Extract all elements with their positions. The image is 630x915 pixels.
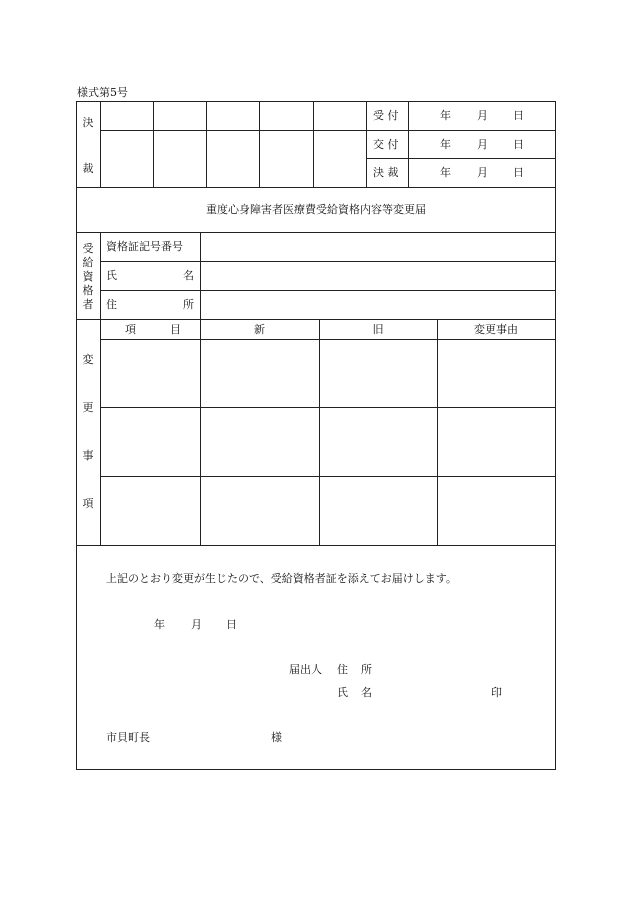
column-header-old: 旧 [372,323,384,336]
decided-date-field[interactable] [409,159,555,187]
approval-label-top: 決 [82,116,94,129]
column-header-new: 新 [254,323,265,336]
change-reason-cell[interactable] [438,340,555,407]
approval-label-bottom: 裁 [82,162,94,175]
change-item-cell[interactable] [101,340,200,407]
column-header-reason: 変更事由 [474,323,518,336]
change-old-cell[interactable] [320,340,437,407]
approval-stamp-cell[interactable] [154,102,206,130]
notifier-name-field[interactable] [380,681,485,701]
change-old-cell[interactable] [320,408,437,476]
declaration-text: 上記のとおり変更が生じたので、受給資格者証を添えてお届けします。 [106,572,457,585]
change-old-cell[interactable] [320,477,437,545]
change-item-cell[interactable] [101,477,200,545]
issued-date-field[interactable] [409,131,555,158]
outer-border-right [555,101,556,770]
addressee: 市貝町長 [106,731,150,744]
form-number: 様式第5号 [77,86,128,99]
outer-border-left [76,101,77,770]
change-reason-cell[interactable] [438,408,555,476]
change-new-cell[interactable] [201,340,319,407]
form-title: 重度心身障害者医療費受給資格内容等変更届 [206,203,426,216]
outer-border-bottom [76,769,556,770]
certificate-number-field[interactable] [201,233,555,261]
approval-stamp-cell[interactable] [314,102,366,130]
received-date-field[interactable] [409,102,555,130]
recipient-address-field[interactable] [201,291,555,319]
certificate-number-label: 資格証記号番号 [106,240,183,253]
change-item-cell[interactable] [101,408,200,476]
honorific: 様 [271,731,282,744]
notifier-label: 届出人 [289,663,322,676]
declaration-date-field[interactable] [110,612,240,634]
approval-stamp-cell[interactable] [101,102,153,130]
recipient-name-field[interactable] [201,262,555,290]
notifier-address-field[interactable] [380,658,540,678]
approval-stamp-cell[interactable] [260,102,313,130]
change-new-cell[interactable] [201,477,319,545]
seal-mark: 印 [491,686,502,699]
change-reason-cell[interactable] [438,477,555,545]
change-new-cell[interactable] [201,408,319,476]
approval-stamp-cell[interactable] [207,102,259,130]
